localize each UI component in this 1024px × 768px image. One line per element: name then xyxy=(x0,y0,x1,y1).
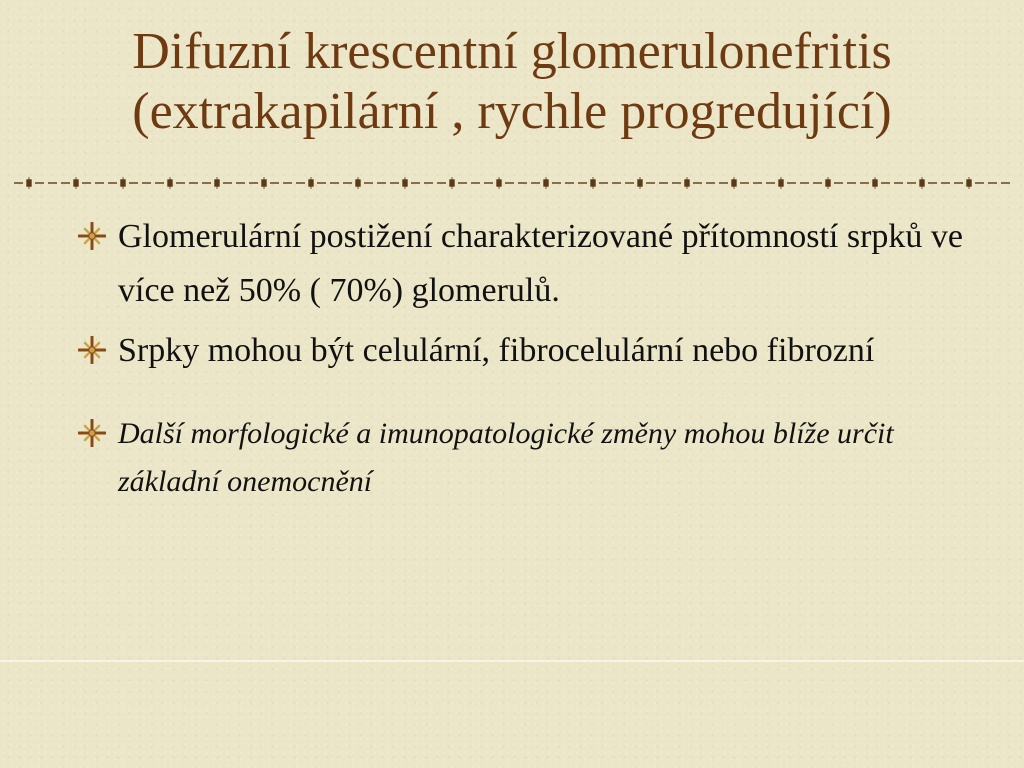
star-core xyxy=(89,233,95,239)
bullet-list xyxy=(78,210,998,512)
asterisk-star-bullet-icon xyxy=(78,222,106,250)
bullet-text-1: Glomerulární postižení charakterizované přítomností srpků ve více než 50% ( 70%) glomerulů. xyxy=(118,218,964,309)
title-divider xyxy=(14,176,1010,190)
asterisk-star-bullet-icon xyxy=(78,419,106,447)
star-core xyxy=(89,347,95,353)
title-line-2: (extrakapilární , rychle progredující) xyxy=(132,83,892,140)
asterisk-star-bullet-icon xyxy=(78,336,106,364)
star-core xyxy=(89,430,95,436)
bullet-item-1 xyxy=(78,210,998,318)
bullet-text-2: Srpky mohou být celulární, fibrocelulární nebo fibrozní xyxy=(118,332,875,369)
bullet-item-3 xyxy=(78,410,998,506)
title-line-1: Difuzní krescentní glomerulonefritis xyxy=(132,23,892,80)
footer-divider xyxy=(0,660,1024,662)
slide-title xyxy=(0,22,1024,142)
bullet-item-2 xyxy=(78,324,998,378)
bullet-text-3: Další morfologické a imunopatologické změny mohou blíže určit základní onemocnění xyxy=(118,417,894,498)
